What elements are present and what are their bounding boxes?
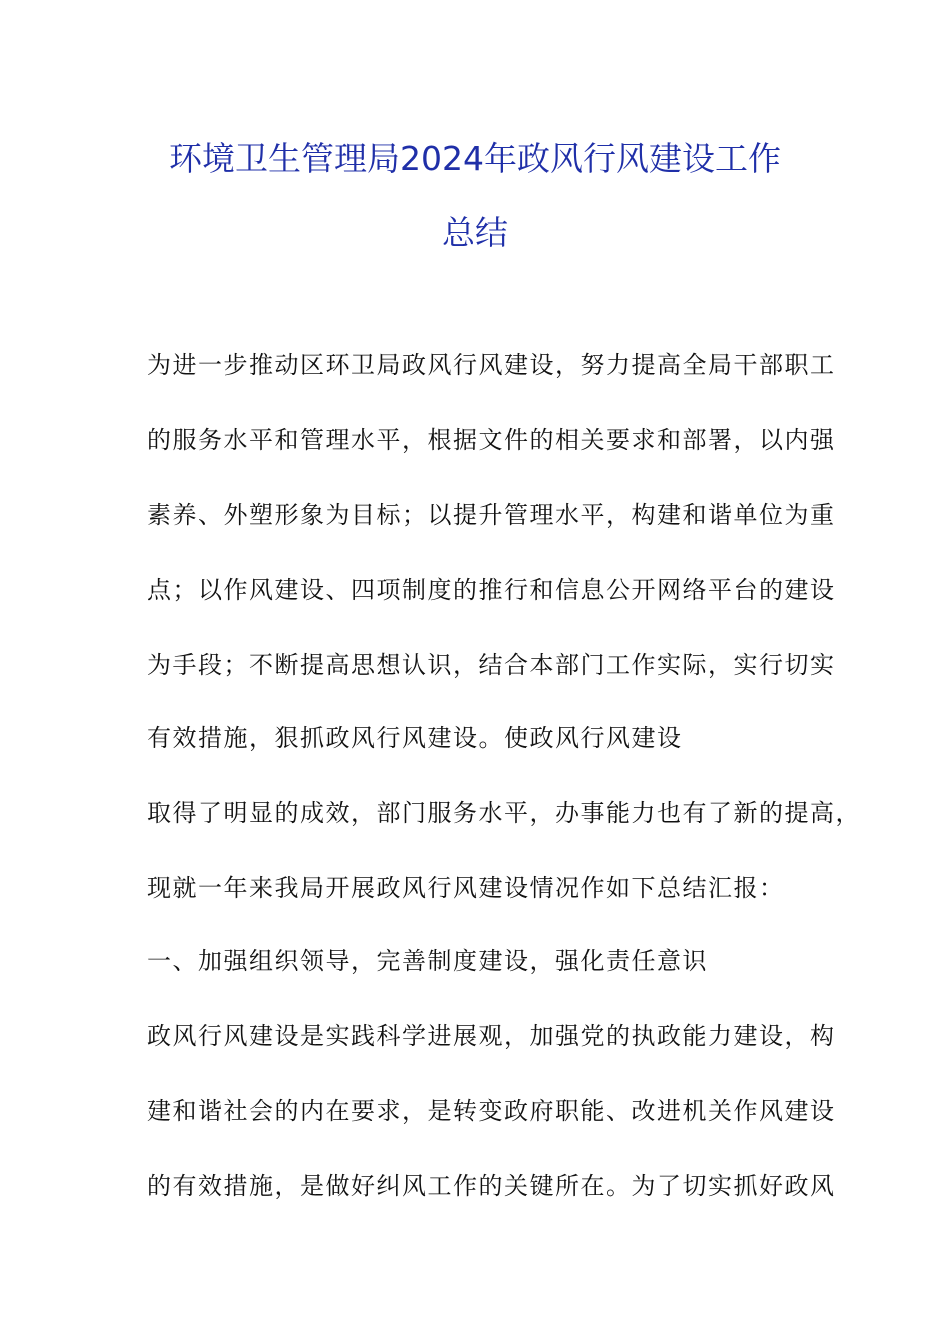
body-line-4: 点；以作风建设、四项制度的推行和信息公开网络平台的建设 <box>147 576 836 604</box>
body-line-12: 的有效措施，是做好纠风工作的关键所在。为了切实抓好政风 <box>147 1172 836 1200</box>
document-title-line-2: 总结 <box>442 213 508 252</box>
body-line-2: 的服务水平和管理水平，根据文件的相关要求和部署，以内强 <box>147 426 836 454</box>
body-line-10: 政风行风建设是实践科学进展观，加强党的执政能力建设，构 <box>147 1022 836 1050</box>
body-line-1: 为进一步推动区环卫局政风行风建设，努力提高全局干部职工 <box>147 351 836 379</box>
body-line-6: 有效措施，狠抓政风行风建设。使政风行风建设 <box>147 724 683 752</box>
body-line-3: 素养、外塑形象为目标；以提升管理水平，构建和谐单位为重 <box>147 501 836 529</box>
body-line-11: 建和谐社会的内在要求，是转变政府职能、改进机关作风建设 <box>147 1097 836 1125</box>
section-heading-1: 一、加强组织领导，完善制度建设，强化责任意识 <box>147 947 708 975</box>
body-line-5: 为手段；不断提高思想认识，结合本部门工作实际，实行切实 <box>147 651 836 679</box>
body-line-7: 取得了明显的成效，部门服务水平，办事能力也有了新的提高， <box>147 799 861 827</box>
body-line-8: 现就一年来我局开展政风行风建设情况作如下总结汇报： <box>147 874 785 902</box>
document-title-line-1: 环境卫生管理局2024年政风行风建设工作 <box>169 139 781 178</box>
